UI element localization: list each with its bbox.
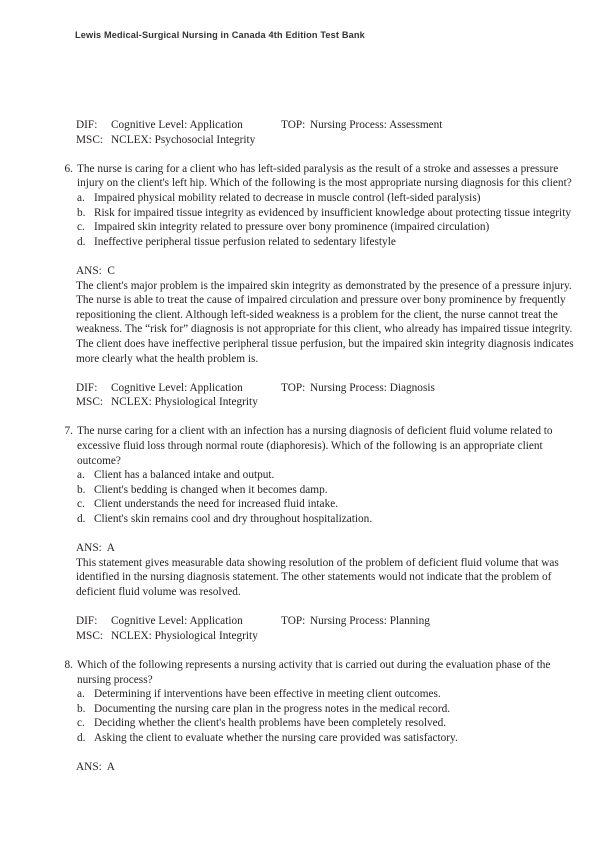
option-b[interactable] <box>77 206 578 221</box>
question-stem: The nurse is caring for a client who has left-sided paralysis as the result of a stroke and assesses a pressure injury on the client's left hip. Which of the following is the most appropriate nursing diagnosis for this client? <box>77 162 572 190</box>
dif-key: DIF: <box>76 119 98 131</box>
answer-block-7 <box>76 541 578 599</box>
spacer <box>0 410 600 425</box>
meta-row-msc-top <box>76 133 570 148</box>
rationale-7: This statement gives measurable data showing resolution of the problem of deficient fluid volume that was identified in the nursing diagnosis statement. The other statements would not indicate that the problem of deficient fluid volume was resolved. <box>76 556 559 598</box>
dif-value: Cognitive Level: Application <box>111 615 243 628</box>
spacer <box>0 147 600 162</box>
meta-block-q7 <box>76 614 570 643</box>
option-marker: b. <box>77 206 86 219</box>
msc-value: NCLEX: Physiological Integrity <box>111 396 258 409</box>
question-7 <box>57 424 578 526</box>
option-d[interactable] <box>77 731 578 746</box>
option-marker: a. <box>77 191 85 204</box>
option-b[interactable] <box>77 702 578 717</box>
dif-key: DIF: <box>76 381 98 394</box>
msc-key: MSC: <box>76 629 104 642</box>
msc-key: MSC: <box>76 133 104 146</box>
question-number: 6. <box>64 162 73 175</box>
option-c[interactable] <box>77 716 578 731</box>
spacer <box>0 527 600 542</box>
top-pair <box>281 381 511 396</box>
option-c[interactable] <box>77 220 578 235</box>
option-marker: a. <box>77 469 85 482</box>
spacer <box>0 249 600 264</box>
question-6 <box>57 162 578 250</box>
option-a[interactable] <box>77 191 578 206</box>
meta-row-dif-q6 <box>76 381 570 396</box>
spacer <box>0 643 600 658</box>
spacer <box>0 746 600 761</box>
top-key: TOP: <box>281 119 306 131</box>
option-marker: d. <box>77 731 86 744</box>
option-text: Client's skin remains cool and dry throughout hospitalization. <box>94 513 373 526</box>
option-text: Deciding whether the client's health problems have been completely resolved. <box>94 717 447 730</box>
option-a[interactable] <box>77 468 578 483</box>
question-8 <box>57 658 578 746</box>
option-text: Asking the client to evaluate whether the nursing care provided was satisfactory. <box>94 731 458 744</box>
answer-value: A <box>106 761 115 774</box>
option-marker: d. <box>77 513 86 526</box>
top-pair <box>281 614 511 629</box>
answer-label: ANS: <box>76 542 102 555</box>
meta-row-dif-q7 <box>76 614 570 629</box>
option-c[interactable] <box>77 497 578 512</box>
dif-key: DIF: <box>76 615 98 628</box>
option-a[interactable] <box>77 687 578 702</box>
option-d[interactable] <box>77 512 578 527</box>
document-body <box>0 118 600 775</box>
dif-value: Cognitive Level: Application <box>111 381 243 394</box>
answer-line-7 <box>76 541 578 556</box>
answer-value: C <box>107 264 115 277</box>
top-value: Nursing Process: Diagnosis <box>310 381 435 394</box>
answer-line-8 <box>76 760 578 775</box>
option-list-7 <box>77 468 578 526</box>
dif-value: Cognitive Level: Application <box>111 119 243 131</box>
top-value: Nursing Process: Assessment <box>310 119 443 131</box>
question-number: 8. <box>64 658 73 671</box>
option-text: Ineffective peripheral tissue perfusion related to sedentary lifestyle <box>94 235 396 248</box>
top-value: Nursing Process: Planning <box>310 615 430 628</box>
option-text: Impaired physical mobility related to decrease in muscle control (left-sided paralysis) <box>94 191 481 204</box>
meta-block-top <box>76 118 570 147</box>
spacer <box>0 600 600 615</box>
meta-row-msc-q7 <box>76 629 570 644</box>
rationale-6: The client's major problem is the impaired skin integrity as demonstrated by the presence of a pressure injury. The nurse is able to treat the cause of impaired circulation and pressure over bony prominence by frequently repositioning the client. Although left-sided weakness is a problem for the client, the nurse cannot treat the weakness. The “risk for” diagnosis is not appropriate for this client, who already has impaired tissue integrity. The client does have ineffective peripheral tissue perfusion, but the impaired skin integrity diagnosis indicates more clearly what the health problem is. <box>76 279 574 365</box>
answer-block-6 <box>76 264 578 366</box>
option-text: Client's bedding is changed when it becomes damp. <box>94 483 328 496</box>
top-key: TOP: <box>281 615 306 628</box>
option-marker: b. <box>77 483 86 496</box>
answer-label: ANS: <box>76 264 102 277</box>
top-pair <box>281 118 511 133</box>
answer-label: ANS: <box>76 761 102 774</box>
meta-row-msc-q6 <box>76 395 570 410</box>
running-header: Lewis Medical-Surgical Nursing in Canada 4th Edition Test Bank <box>75 30 365 40</box>
question-stem: Which of the following represents a nursing activity that is carried out during the evaluation phase of the nursing process? <box>77 658 551 686</box>
option-list-8 <box>77 687 578 745</box>
answer-value: A <box>106 542 115 555</box>
option-d[interactable] <box>77 235 578 250</box>
option-marker: a. <box>77 688 85 701</box>
option-marker: d. <box>77 235 86 248</box>
option-text: Client has a balanced intake and output. <box>94 469 275 482</box>
meta-block-q6 <box>76 381 570 410</box>
answer-line-6 <box>76 264 578 279</box>
option-text: Impaired skin integrity related to pressure over bony prominence (impaired circulation) <box>94 221 490 234</box>
msc-value: NCLEX: Physiological Integrity <box>111 629 258 642</box>
option-text: Risk for impaired tissue integrity as evidenced by insufficient knowledge about protecting tissue integrity <box>94 206 571 219</box>
question-number: 7. <box>64 425 73 438</box>
option-text: Determining if interventions have been effective in meeting client outcomes. <box>94 688 441 701</box>
msc-value: NCLEX: Psychosocial Integrity <box>111 133 256 146</box>
option-text: Documenting the nursing care plan in the progress notes in the medical record. <box>94 702 451 715</box>
meta-row-dif-top <box>76 118 570 133</box>
option-b[interactable] <box>77 483 578 498</box>
option-text: Client understands the need for increased fluid intake. <box>94 498 339 511</box>
option-marker: b. <box>77 702 86 715</box>
question-stem: The nurse caring for a client with an infection has a nursing diagnosis of deficient fluid volume related to excessive fluid loss through normal route (diaphoresis). Which of the following is an appropriate client outcome? <box>77 425 553 467</box>
option-marker: c. <box>77 498 85 511</box>
answer-block-8 <box>76 760 578 775</box>
option-list-6 <box>77 191 578 249</box>
top-key: TOP: <box>281 381 306 394</box>
option-marker: c. <box>77 221 85 234</box>
spacer <box>0 366 600 381</box>
option-marker: c. <box>77 717 85 730</box>
msc-key: MSC: <box>76 396 104 409</box>
